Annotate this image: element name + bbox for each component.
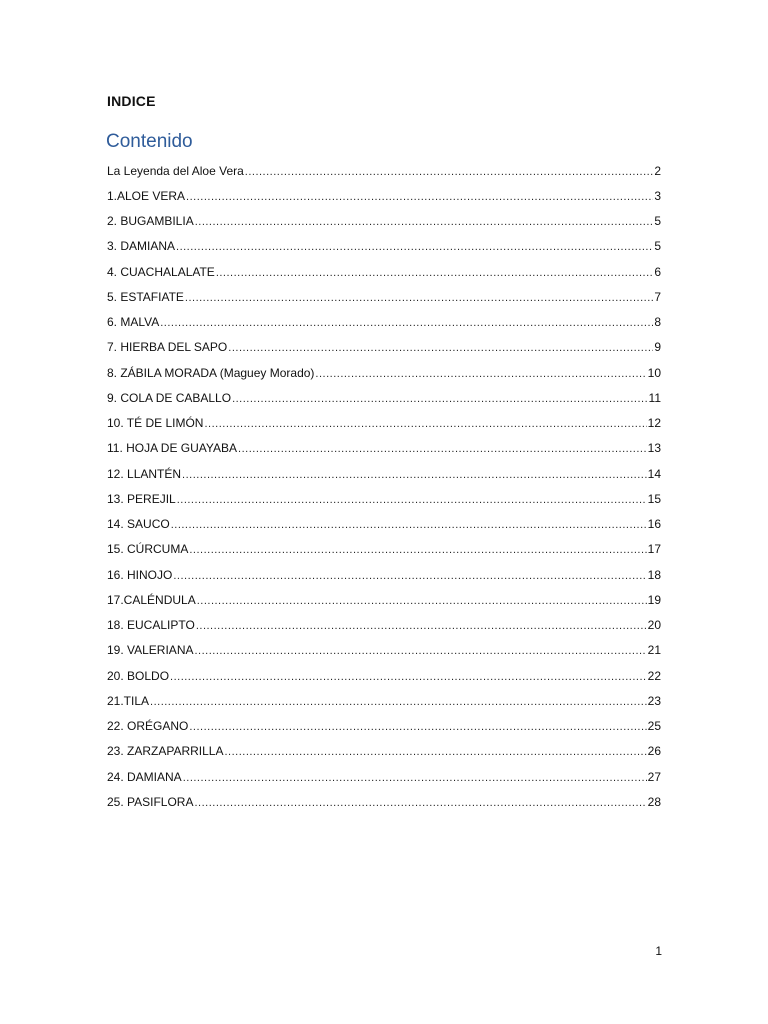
toc-entry-page: 8 — [654, 315, 661, 330]
toc-entry-page: 2 — [654, 163, 661, 178]
toc-entry-page: 5 — [654, 214, 661, 229]
toc-dot-leader — [228, 341, 653, 353]
toc-dot-leader — [182, 468, 647, 480]
toc-dot-leader — [196, 619, 647, 631]
toc-entry[interactable] — [107, 587, 661, 612]
toc-dot-leader — [171, 518, 647, 530]
toc-entry-page: 25 — [647, 719, 661, 734]
toc-entry-label: 2. BUGAMBILIA — [107, 214, 194, 229]
toc-entry[interactable] — [107, 360, 661, 385]
toc-dot-leader — [150, 695, 647, 707]
toc-entry[interactable] — [107, 562, 661, 587]
toc-entry-page: 3 — [654, 188, 661, 203]
toc-entry-label: 7. HIERBA DEL SAPO — [107, 340, 228, 355]
toc-dot-leader — [224, 745, 646, 757]
toc-entry-page: 7 — [654, 289, 661, 304]
toc-dot-leader — [204, 417, 646, 429]
toc-dot-leader — [185, 291, 653, 303]
toc-dot-leader — [232, 392, 647, 404]
toc-entry-page: 23 — [647, 693, 661, 708]
toc-entry[interactable] — [107, 613, 661, 638]
toc-entry-label: 14. SAUCO — [107, 517, 170, 532]
toc-heading: Contenido — [106, 131, 193, 152]
toc-entry[interactable] — [107, 486, 661, 511]
toc-entry-page: 22 — [647, 668, 661, 683]
toc-entry-page: 12 — [647, 416, 661, 431]
toc-entry[interactable] — [107, 638, 661, 663]
toc-entry-label: 5. ESTAFIATE — [107, 289, 184, 304]
toc-entry-label: 17.CALÉNDULA — [107, 592, 196, 607]
toc-dot-leader — [195, 215, 654, 227]
toc-entry-label: 24. DAMIANA — [107, 769, 182, 784]
toc-entry-label: 6. MALVA — [107, 315, 160, 330]
toc-dot-leader — [177, 493, 647, 505]
toc-entry[interactable] — [107, 259, 661, 284]
toc-entry-page: 26 — [647, 744, 661, 759]
toc-entry-label: 15. CÚRCUMA — [107, 542, 189, 557]
toc-entry[interactable] — [107, 284, 661, 309]
toc-entry[interactable] — [107, 158, 661, 183]
toc-dot-leader — [197, 594, 647, 606]
toc-entry-label: 12. LLANTÉN — [107, 466, 182, 481]
toc-entry-page: 19 — [647, 592, 661, 607]
page-number: 1 — [655, 944, 662, 958]
toc-entry-label: 25. PASIFLORA — [107, 794, 194, 809]
toc-entry-page: 16 — [647, 517, 661, 532]
toc-entry-label: 13. PEREJIL — [107, 491, 176, 506]
page-title: INDICE — [107, 93, 156, 109]
toc-entry-page: 14 — [647, 466, 661, 481]
toc-entry[interactable] — [107, 537, 661, 562]
toc-entry[interactable] — [107, 739, 661, 764]
toc-entry-page: 6 — [654, 264, 661, 279]
toc-dot-leader — [170, 670, 647, 682]
toc-entry-page: 17 — [647, 542, 661, 557]
toc-entry[interactable] — [107, 688, 661, 713]
toc-dot-leader — [160, 316, 653, 328]
toc-entry-page: 28 — [647, 794, 661, 809]
toc-entry-page: 13 — [647, 441, 661, 456]
toc-entry[interactable] — [107, 714, 661, 739]
toc-dot-leader — [194, 796, 646, 808]
toc-dot-leader — [176, 240, 653, 252]
toc-entry[interactable] — [107, 436, 661, 461]
toc-entry-label: 22. ORÉGANO — [107, 719, 189, 734]
toc-entry[interactable] — [107, 183, 661, 208]
toc-entry-label: La Leyenda del Aloe Vera — [107, 163, 244, 178]
toc-dot-leader — [216, 266, 654, 278]
toc-entry-label: 11. HOJA DE GUAYABA — [107, 441, 238, 456]
toc-dot-leader — [186, 190, 653, 202]
toc-entry-label: 1.ALOE VERA — [107, 188, 186, 203]
toc-entry-label: 19. VALERIANA — [107, 643, 194, 658]
toc-entry-label: 23. ZARZAPARRILLA — [107, 744, 224, 759]
toc-entry[interactable] — [107, 209, 661, 234]
toc-entry-page: 18 — [647, 567, 661, 582]
toc-dot-leader — [245, 165, 654, 177]
toc-entry-label: 21.TILA — [107, 693, 150, 708]
toc-entry-label: 16. HINOJO — [107, 567, 173, 582]
toc-entry-page: 27 — [647, 769, 661, 784]
toc-entry-label: 10. TÉ DE LIMÓN — [107, 416, 204, 431]
table-of-contents — [107, 158, 661, 815]
toc-dot-leader — [189, 543, 646, 555]
toc-entry[interactable] — [107, 789, 661, 814]
toc-entry-page: 11 — [648, 390, 661, 405]
toc-entry[interactable] — [107, 385, 661, 410]
toc-entry-label: 9. COLA DE CABALLO — [107, 390, 232, 405]
toc-entry-label: 4. CUACHALALATE — [107, 264, 215, 279]
toc-entry-page: 10 — [647, 365, 661, 380]
toc-entry[interactable] — [107, 234, 661, 259]
toc-dot-leader — [315, 367, 646, 379]
toc-dot-leader — [194, 644, 646, 656]
toc-entry-page: 9 — [654, 340, 661, 355]
toc-dot-leader — [189, 720, 646, 732]
toc-entry[interactable] — [107, 411, 661, 436]
toc-entry[interactable] — [107, 764, 661, 789]
toc-entry-label: 3. DAMIANA — [107, 239, 176, 254]
toc-entry-page: 5 — [654, 239, 661, 254]
toc-entry-label: 18. EUCALIPTO — [107, 618, 195, 633]
toc-dot-leader — [183, 771, 647, 783]
toc-entry-label: 8. ZÁBILA MORADA (Maguey Morado) — [107, 365, 315, 380]
toc-entry[interactable] — [107, 335, 661, 360]
toc-entry[interactable] — [107, 663, 661, 688]
toc-entry-page: 15 — [647, 491, 661, 506]
toc-dot-leader — [173, 569, 646, 581]
toc-entry[interactable] — [107, 461, 661, 486]
toc-entry-page: 21 — [647, 643, 661, 658]
toc-entry-page: 20 — [647, 618, 661, 633]
toc-dot-leader — [238, 442, 647, 454]
toc-entry-label: 20. BOLDO — [107, 668, 170, 683]
toc-entry[interactable] — [107, 512, 661, 537]
toc-entry[interactable] — [107, 310, 661, 335]
